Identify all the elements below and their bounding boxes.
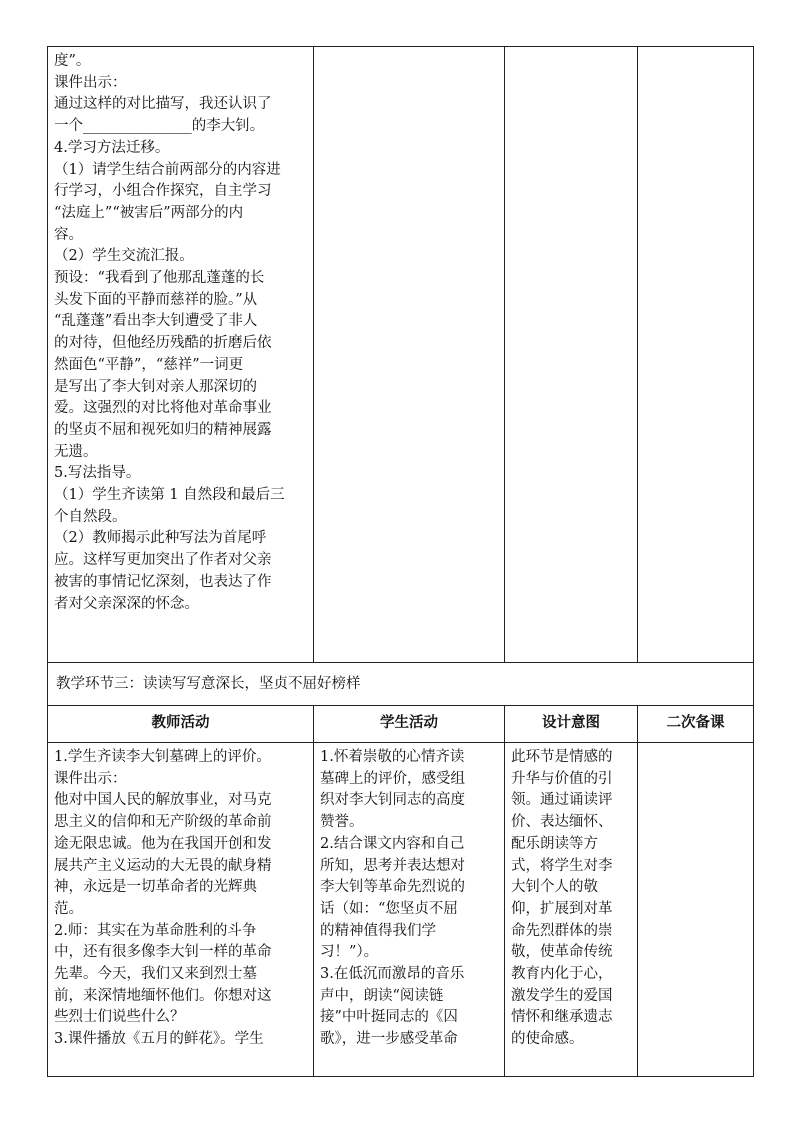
- text-line: 行学习，小组合作探究，自主学习: [54, 183, 272, 200]
- lesson-plan-table: [47, 46, 754, 1077]
- text-line: （2）学生交流汇报。: [54, 248, 194, 265]
- text-line: 升华与价值的引: [511, 770, 613, 787]
- text-line: 所知，思考并表达想对: [320, 857, 465, 874]
- text-line: 一个_______________的李大钊。: [54, 118, 265, 135]
- text-line: 习！”）。: [320, 944, 379, 961]
- text-line: 者对父亲深深的怀念。: [54, 595, 199, 612]
- text-line: 配乐朗读等方: [511, 835, 598, 852]
- text-line: 命先烈群体的崇: [511, 922, 613, 939]
- upper-student-cell: [314, 47, 505, 663]
- column-header-row: [48, 706, 754, 743]
- text-line: 领。通过诵读评: [511, 792, 613, 809]
- text-line: 教育内化于心，: [511, 966, 613, 983]
- text-line: 歌》，进一步感受革命: [320, 1031, 458, 1048]
- header-second-prep: 二次备课: [638, 706, 754, 743]
- header-student-activity: 学生活动: [314, 706, 505, 743]
- text-line: 敬，使革命传统: [511, 944, 613, 961]
- text-line: 然面色“平静”，“慈祥”一词更: [54, 356, 244, 373]
- text-line: 通过这样的对比描写，我还认识了: [54, 96, 272, 113]
- text-line: 是写出了李大钊对亲人那深切的: [54, 378, 257, 395]
- text-line: 仰，扩展到对革: [511, 900, 613, 917]
- text-line: 3.在低沉而激昂的音乐: [320, 966, 465, 983]
- text-line: 度”。: [54, 53, 91, 69]
- text-line: 墓碑上的评价，感受组: [320, 770, 465, 787]
- text-line: 个自然段。: [54, 508, 127, 525]
- text-line: 应。这样写更加突出了作者对父亲: [54, 552, 272, 569]
- text-line: 些烈士们说些什么？: [54, 1009, 185, 1026]
- header-design-intent: 设计意图: [505, 706, 638, 743]
- text-line: 织对李大钊同志的高度: [320, 792, 465, 809]
- text-line: 2.结合课文内容和自己: [320, 835, 465, 852]
- section-title: 教学环节三：读读写写意深长，坚贞不屈好榜样: [48, 663, 754, 706]
- text-line: 爱。这强烈的对比将他对革命事业: [54, 400, 272, 417]
- text-line: 范。: [54, 900, 83, 917]
- text-line: 情怀和继承遗志: [511, 1009, 613, 1026]
- text-line: 声中，朗读“阅读链: [320, 987, 444, 1004]
- text-line: 大钊个人的敬: [511, 879, 598, 896]
- text-line: “法庭上”“被害后”两部分的内: [54, 204, 244, 221]
- upper-content-row: [48, 47, 754, 663]
- text-line: （2）教师揭示此种写法为首尾呼: [54, 530, 267, 547]
- text-line: 2.师：其实在为革命胜利的斗争: [54, 922, 257, 939]
- upper-prep-cell: [638, 47, 754, 663]
- text-line: 话（如：“您坚贞不屈: [320, 900, 458, 917]
- text-line: 他对中国人民的解放事业，对马克: [54, 792, 272, 809]
- text-line: 1.学生齐读李大钊墓碑上的评价。: [54, 749, 271, 765]
- text-line: “乱蓬蓬”看出李大钊遭受了非人: [54, 313, 258, 330]
- text-line: 思主义的信仰和无产阶级的革命前: [54, 814, 272, 831]
- header-teacher-activity: 教师活动: [48, 706, 314, 743]
- text-line: 激发学生的爱国: [511, 987, 613, 1004]
- text-line: 预设：“我看到了他那乱蓬蓬的长: [54, 270, 265, 287]
- text-line: 的坚贞不屈和视死如归的精神展露: [54, 421, 272, 438]
- text-line: 课件出示：: [54, 770, 127, 787]
- text-line: 式，将学生对李: [511, 857, 613, 874]
- text-line: 容。: [54, 226, 83, 243]
- lower-design-text: [511, 747, 631, 1051]
- text-line: 的使命感。: [511, 1031, 584, 1048]
- upper-teacher-text: [54, 51, 307, 615]
- text-line: 被害的事情记忆深刻，也表达了作: [54, 573, 272, 590]
- text-line: 的精神值得我们学: [320, 922, 436, 939]
- text-line: 此环节是情感的: [511, 749, 613, 765]
- text-line: 赞誉。: [320, 814, 364, 831]
- section-title-row: [48, 663, 754, 706]
- upper-teacher-cell: [48, 47, 314, 663]
- text-line: 途无限忠诚。他为在我国开创和发: [54, 835, 272, 852]
- text-line: 3.课件播放《五月的鲜花》。学生: [54, 1031, 264, 1048]
- text-line: 1.怀着崇敬的心情齐读: [320, 749, 465, 765]
- text-line: 先辈。今天，我们又来到烈士墓: [54, 966, 257, 983]
- lower-teacher-text: [54, 747, 307, 1051]
- text-line: 前，来深情地缅怀他们。你想对这: [54, 987, 272, 1004]
- text-line: 李大钊等革命先烈说的: [320, 879, 465, 896]
- lower-student-cell: [314, 743, 505, 1077]
- text-line: 4.学习方法迁移。: [54, 139, 170, 156]
- text-line: 展共产主义运动的大无畏的献身精: [54, 857, 272, 874]
- text-line: （1）学生齐读第 1 自然段和最后三: [54, 487, 285, 504]
- text-line: 接”中叶挺同志的《囚: [320, 1009, 458, 1026]
- lower-student-text: [320, 747, 498, 1051]
- text-line: 神，永远是一切革命者的光辉典: [54, 879, 257, 896]
- text-line: 5.写法指导。: [54, 465, 141, 482]
- text-line: 中，还有很多像李大钊一样的革命: [54, 944, 272, 961]
- lower-teacher-cell: [48, 743, 314, 1077]
- lower-content-row: [48, 743, 754, 1077]
- text-line: 头发下面的平静而慈祥的脸。”从: [54, 291, 258, 308]
- text-line: 无遗。: [54, 443, 98, 460]
- lower-design-cell: [505, 743, 638, 1077]
- text-line: （1）请学生结合前两部分的内容进: [54, 161, 281, 178]
- lower-prep-cell: [638, 743, 754, 1077]
- text-line: 课件出示：: [54, 74, 127, 91]
- text-line: 价、表达缅怀、: [511, 814, 613, 831]
- text-line: 的对待，但他经历残酷的折磨后依: [54, 335, 272, 352]
- upper-design-cell: [505, 47, 638, 663]
